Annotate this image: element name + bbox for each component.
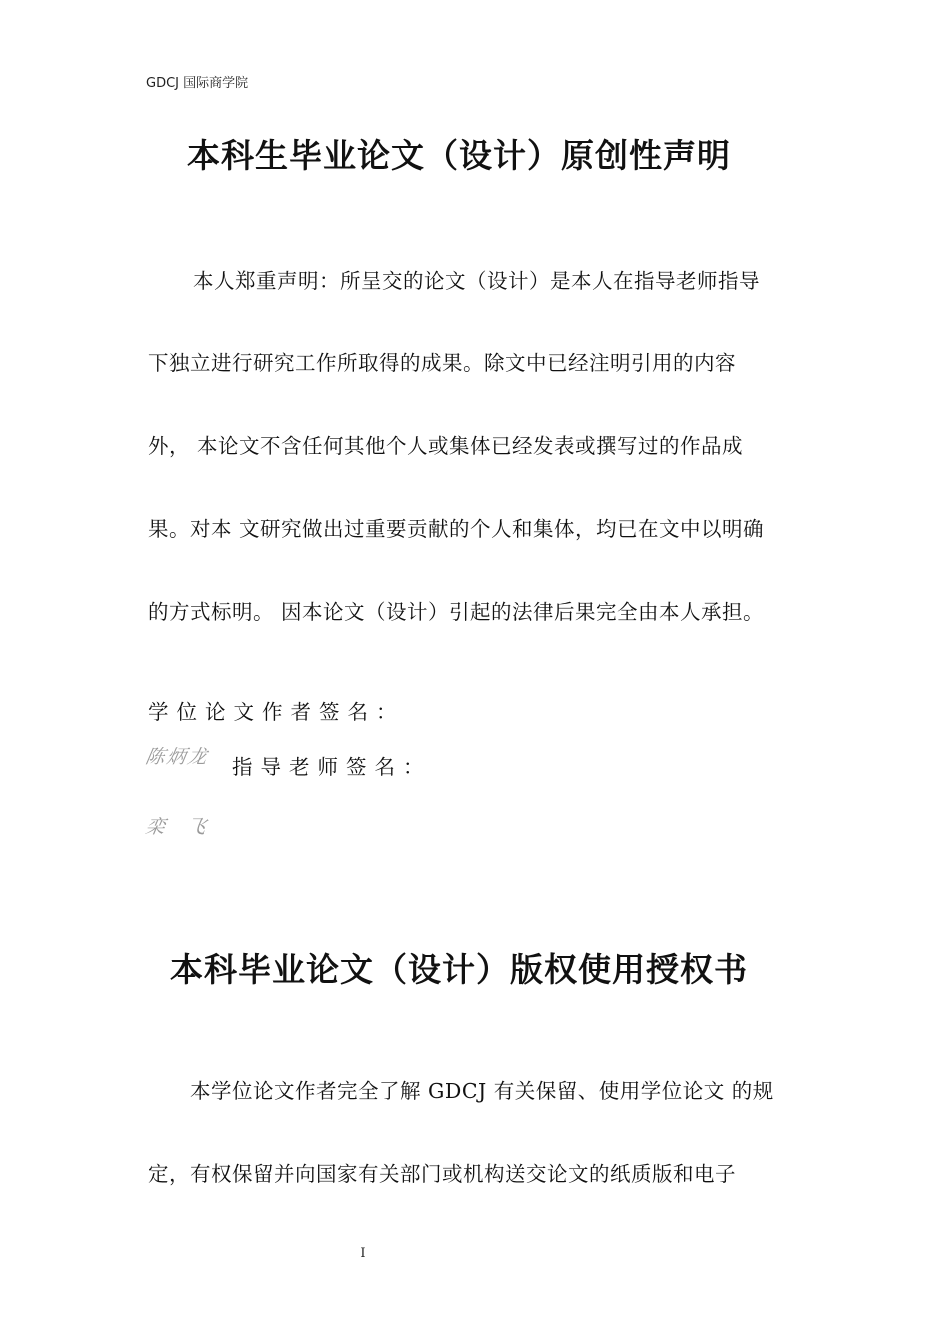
authorization-title: 本科毕业论文（设计）版权使用授权书: [170, 950, 748, 989]
author-signature: 陈炳龙: [143, 746, 211, 768]
page-header: GDCJ 国际商学院: [146, 76, 249, 91]
declaration-line: 本人郑重声明：所呈交的论文（设计）是本人在指导老师指导: [193, 269, 760, 293]
declaration-title: 本科生毕业论文（设计）原创性声明: [187, 136, 731, 175]
authorization-line: 定，有权保留并向国家有关部门或机构送交论文的纸质版和电子: [148, 1162, 736, 1186]
declaration-line: 果。对本 文研究做出过重要贡献的个人和集体，均已在文中以明确: [148, 517, 765, 541]
author-signature-label: 学位论文作者签名：: [148, 700, 405, 724]
declaration-line: 下独立进行研究工作所取得的成果。除文中已经注明引用的内容: [148, 351, 736, 375]
advisor-signature: 栾 飞: [143, 816, 216, 838]
declaration-line: 的方式标明。 因本论文（设计）引起的法律后果完全由本人承担。: [148, 600, 765, 624]
advisor-signature-label: 指导老师签名：: [232, 755, 432, 779]
page-number: I: [360, 1246, 366, 1261]
authorization-line: 本学位论文作者完全了解 GDCJ 有关保留、使用学位论文 的规: [190, 1079, 774, 1103]
declaration-line: 外， 本论文不含任何其他个人或集体已经发表或撰写过的作品成: [148, 434, 744, 458]
